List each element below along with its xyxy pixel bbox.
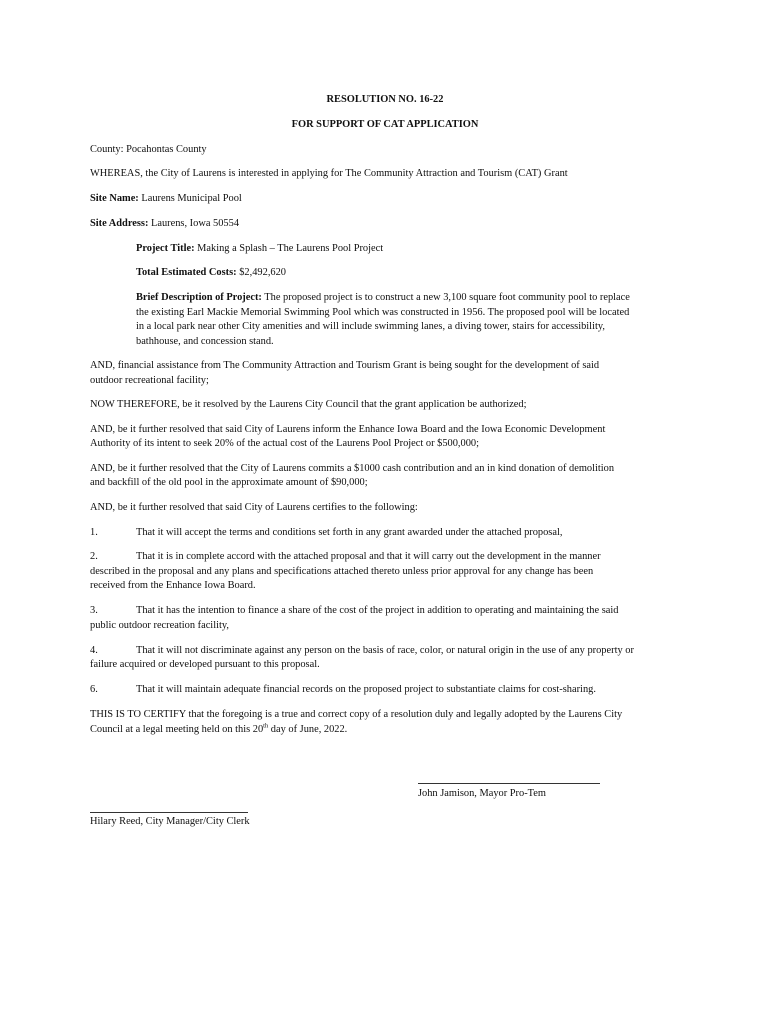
certify-line-1: THIS IS TO CERTIFY that the foregoing is a true and correct copy of a resolution duly and legally adopted by the Laurens City — [90, 709, 623, 720]
item-text: That it has the intention to finance a share of the cost of the project in addition to operating and maintaining the said — [136, 605, 619, 616]
and-paragraph-2-line-2: Authority of its intent to seek 20% of the actual cost of the Laurens Pool Project or $500,000; — [90, 438, 479, 449]
and-paragraph-1-line-1: AND, financial assistance from The Community Attraction and Tourism Grant is being sought for the development of said — [90, 360, 600, 371]
site-address-value: Laurens, Iowa 50554 — [148, 218, 240, 229]
now-therefore-paragraph: NOW THEREFORE, be it resolved by the Laurens City Council that the grant application be authorized; — [90, 399, 527, 410]
and-paragraph-3-line-2: and backfill of the old pool in the approximate amount of $90,000; — [90, 477, 368, 488]
certify-text-end: day of June, 2022. — [268, 724, 348, 735]
item-text: That it will maintain adequate financial records on the proposed project to substantiate claims for cost-sharing. — [136, 684, 596, 695]
total-cost-value: $2,492,620 — [236, 267, 286, 278]
brief-description-text-1: The proposed project is to construct a new 3,100 square foot community pool to replace — [261, 292, 630, 303]
site-address-line — [90, 217, 239, 232]
brief-description-line-1 — [136, 291, 630, 306]
item-text: received from the Enhance Iowa Board. — [90, 580, 256, 591]
and-paragraph-4: AND, be it further resolved that said City of Laurens certifies to the following: — [90, 502, 418, 513]
item-text: public outdoor recreation facility, — [90, 620, 229, 631]
brief-description-line-3: in a local park near other City amenities and will include swimming lanes, a diving tower, stairs for accessibility, — [136, 321, 605, 332]
county-line: County: Pocahontas County — [90, 144, 207, 155]
brief-description-line-4: bathhouse, and concession stand. — [136, 336, 274, 347]
item-text: failure acquired or developed pursuant to this proposal. — [90, 659, 320, 670]
clerk-signature-name: Hilary Reed, City Manager/City Clerk — [90, 816, 250, 827]
item-number: 2. — [90, 551, 98, 562]
resolution-title: RESOLUTION NO. 16-22 — [326, 94, 444, 105]
item-number: 4. — [90, 645, 98, 656]
brief-description-label: Brief Description of Project: — [136, 292, 262, 303]
mayor-signature-line — [418, 783, 600, 784]
and-paragraph-1-line-2: outdoor recreational facility; — [90, 375, 209, 386]
resolution-subtitle: FOR SUPPORT OF CAT APPLICATION — [291, 119, 479, 130]
brief-description-line-2: the existing Earl Mackie Memorial Swimming Pool which was constructed in 1956. The proposed pool will be located — [136, 307, 630, 318]
whereas-paragraph: WHEREAS, the City of Laurens is interested in applying for The Community Attraction and Tourism (CAT) Grant — [90, 168, 568, 179]
total-cost-line — [136, 266, 286, 281]
certify-text: Council at a legal meeting held on this 20 — [90, 724, 264, 735]
clerk-signature-line — [90, 812, 248, 813]
mayor-signature-name: John Jamison, Mayor Pro-Tem — [418, 788, 546, 799]
and-paragraph-2-line-1: AND, be it further resolved that said City of Laurens inform the Enhance Iowa Board and the Iowa Economic Development — [90, 424, 606, 435]
site-address-label: Site Address: — [90, 218, 149, 229]
project-title-line — [136, 242, 383, 257]
site-name-line — [90, 192, 242, 207]
site-name-label: Site Name: — [90, 193, 139, 204]
project-title-value: Making a Splash – The Laurens Pool Project — [194, 243, 384, 254]
item-text: That it is in complete accord with the attached proposal and that it will carry out the development in the manner — [136, 551, 601, 562]
total-cost-label: Total Estimated Costs: — [136, 267, 237, 278]
certify-line-2 — [90, 723, 347, 738]
item-number: 1. — [90, 527, 98, 538]
item-text: described in the proposal and any plans and specifications attached thereto unless prior approval for any change has been — [90, 566, 594, 577]
item-number: 6. — [90, 684, 98, 695]
certify-ordinal: th — [263, 722, 269, 730]
project-title-label: Project Title: — [136, 243, 195, 254]
and-paragraph-3-line-1: AND, be it further resolved that the City of Laurens commits a $1000 cash contribution and an in kind donation of demolition — [90, 463, 615, 474]
item-text: That it will accept the terms and conditions set forth in any grant awarded under the attached proposal, — [136, 527, 563, 538]
item-text: That it will not discriminate against any person on the basis of race, color, or natural origin in the use of any property or — [136, 645, 634, 656]
item-number: 3. — [90, 605, 98, 616]
site-name-value: Laurens Municipal Pool — [138, 193, 242, 204]
